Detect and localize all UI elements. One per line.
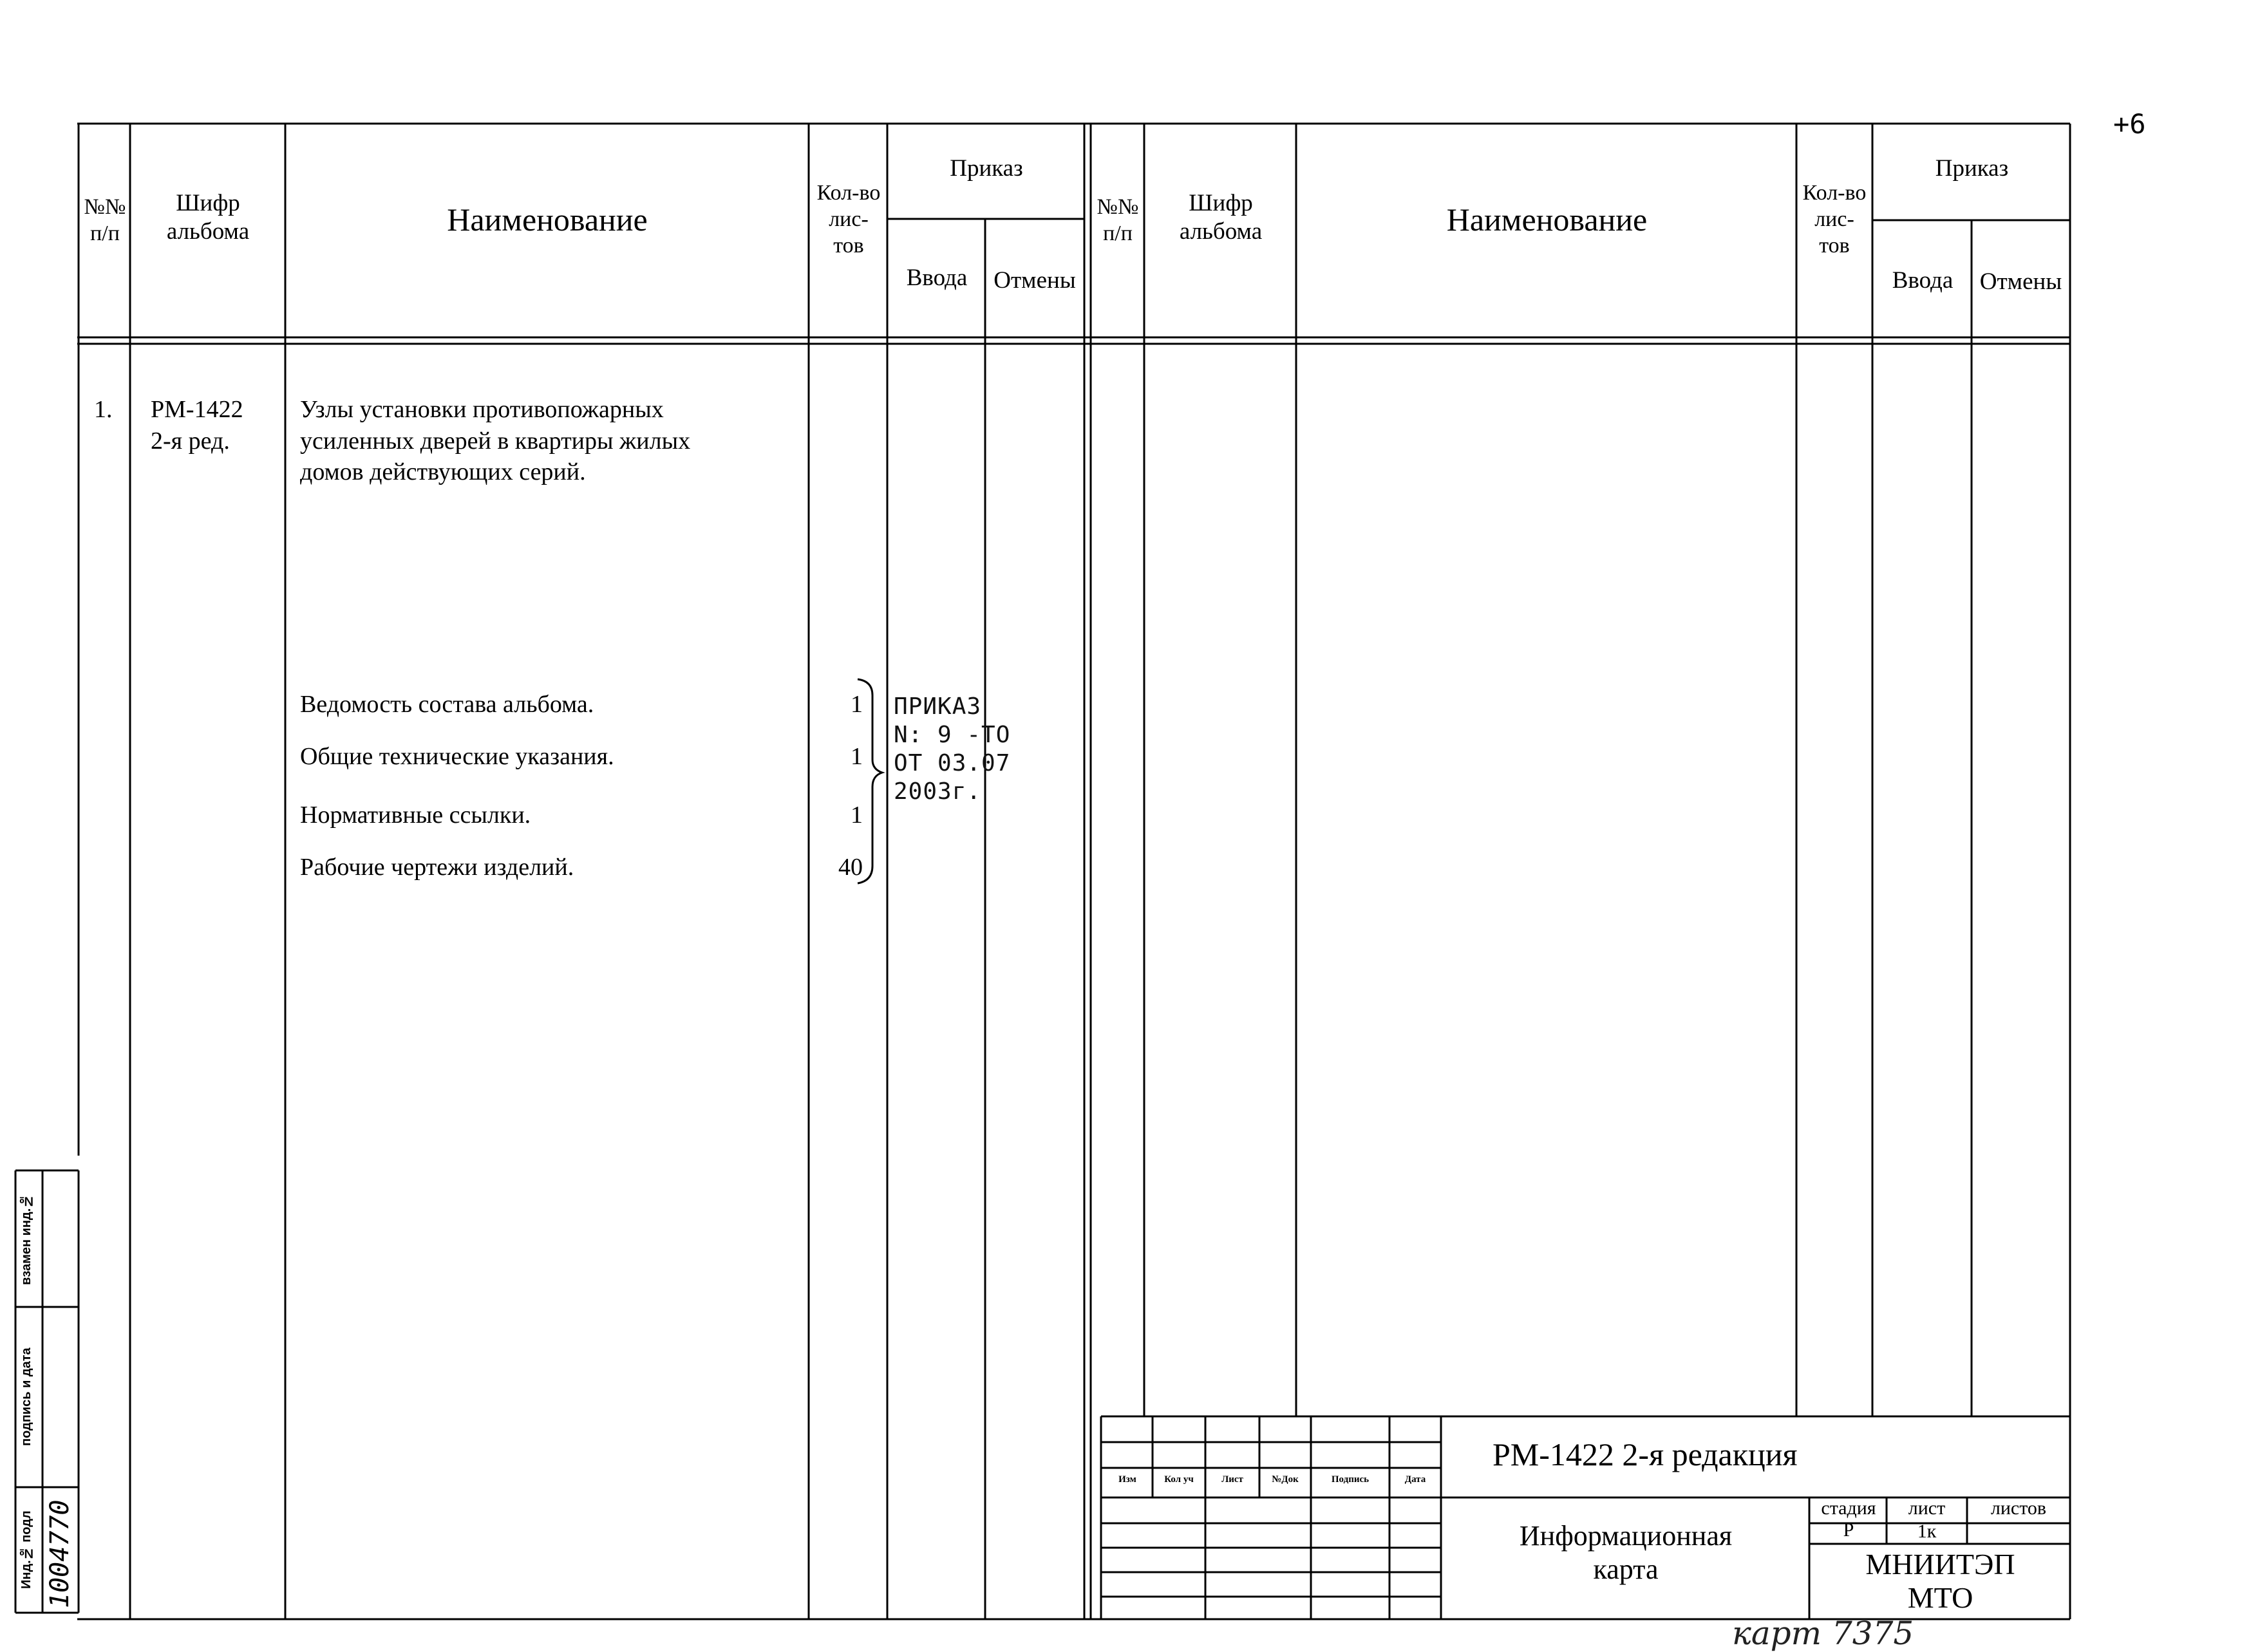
organization: МНИИТЭП МТО	[1865, 1548, 2015, 1614]
item-name: Общие технические указания.	[300, 743, 614, 770]
right-col-order-header: Приказ	[1935, 155, 2009, 182]
right-col-code-header: Шифр альбома	[1179, 190, 1263, 245]
item-name: Ведомость состава альбома.	[300, 691, 594, 718]
stamp-signature-label: подпись и дата	[19, 1347, 33, 1447]
item-sheets: 40	[838, 854, 863, 881]
left-col-code-header: Шифр альбома	[166, 190, 250, 245]
left-col-qty-header: Кол-во лис- тов	[816, 181, 881, 258]
sheet-number: +6	[2113, 108, 2146, 140]
bottom-handwritten-note: карт 7375	[1732, 1615, 1914, 1652]
right-col-name-header: Наименование	[1446, 202, 1648, 238]
entry-code: РМ-1422 2-я ред.	[151, 396, 243, 455]
entry-number: 1.	[94, 396, 113, 423]
item-sheets: 1	[851, 743, 863, 770]
tb-col-label: Кол уч	[1164, 1474, 1194, 1485]
tb-col-label: Подпись	[1331, 1474, 1370, 1485]
stage-label: стадия	[1821, 1497, 1876, 1519]
item-name: Рабочие чертежи изделий.	[300, 854, 574, 881]
stamp-index-label: Инд.№ подл	[19, 1510, 33, 1590]
entry-title: Узлы установки противопожарных усиленных дверей в квартиры жилых домов действующих серий.	[300, 396, 691, 486]
left-col-num-header: №№ п/п	[84, 195, 126, 245]
right-col-num-header: №№ п/п	[1097, 195, 1139, 245]
left-col-order-header: Приказ	[950, 155, 1023, 182]
tb-col-label: Дата	[1404, 1474, 1426, 1485]
left-col-order-out-header: Отмены	[993, 267, 1076, 294]
left-col-order-in-header: Ввода	[906, 265, 968, 291]
stamp-index-handwritten: 1004770	[45, 1499, 75, 1608]
right-col-qty-header: Кол-во лис- тов	[1802, 181, 1867, 258]
order-handwritten: ПРИКАЗ N: 9 -ТО ОТ 03.07 2003г.	[894, 693, 1011, 805]
tb-col-label: Лист	[1221, 1474, 1243, 1485]
item-sheets: 1	[851, 802, 863, 829]
stamp-replaced-label: взамен инд.№	[19, 1194, 33, 1285]
doc-code: РМ-1422 2-я редакция	[1493, 1436, 1798, 1472]
sheet-value: 1к	[1917, 1521, 1937, 1542]
stage-value: Р	[1843, 1519, 1854, 1541]
sheet-label: лист	[1908, 1497, 1946, 1519]
sheets-label: листов	[1990, 1497, 2047, 1519]
item-sheets: 1	[851, 691, 863, 718]
tb-col-label: №Док	[1272, 1474, 1299, 1485]
item-name: Нормативные ссылки.	[300, 802, 531, 829]
right-col-order-out-header: Отмены	[1979, 268, 2062, 295]
doc-title: Информационная карта	[1519, 1520, 1733, 1585]
left-col-name-header: Наименование	[447, 202, 648, 238]
tb-col-label: Изм	[1118, 1474, 1136, 1485]
right-col-order-in-header: Ввода	[1892, 267, 1954, 294]
